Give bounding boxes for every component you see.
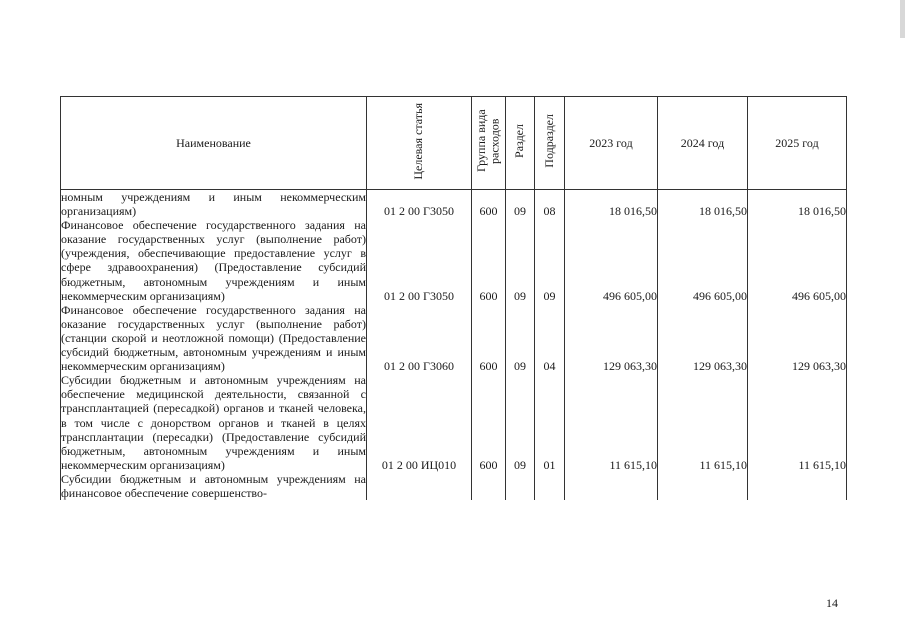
- row-name: Финансовое обеспечение государственного задания на оказание государственных услуг (выполнение работ) (станции скорой и неотложной помощи) (Предоставление субсидий бюджетным, автономным учреждениям и иным некоммерческим организациям): [61, 302, 366, 374]
- scan-edge-mark: [900, 0, 905, 38]
- row-subsection: 01: [535, 373, 565, 472]
- row-value-2025: [748, 472, 847, 500]
- row-expense-group: 600: [472, 190, 506, 219]
- table-header-row: [61, 97, 847, 190]
- row-expense-group: 600: [472, 218, 506, 303]
- header-name: Наименование: [61, 97, 367, 190]
- row-value-2023: 11 615,10: [565, 373, 658, 472]
- row-name: Финансовое обеспечение государственного задания на оказание государственных услуг (выполнение работ) (учреждения, обеспечивающие предоставление услуг в сфере здравоохранения) (Предоставление субсидий бюджетным, автономным учреждениям и иным некоммерческим организациям): [61, 218, 366, 303]
- budget-table: [60, 96, 847, 500]
- table-row: [61, 190, 847, 219]
- table-row: [61, 472, 847, 500]
- row-target-article: 01 2 00 Г3050: [367, 190, 472, 219]
- row-value-2025: 18 016,50: [748, 190, 847, 219]
- row-value-2023: [565, 472, 658, 500]
- row-expense-group: [472, 472, 506, 500]
- row-expense-group: 600: [472, 373, 506, 472]
- header-year-2025: 2025 год: [748, 97, 847, 190]
- row-value-2024: 18 016,50: [658, 190, 748, 219]
- row-section: [506, 472, 535, 500]
- row-subsection: 09: [535, 218, 565, 303]
- table-row: [61, 373, 847, 472]
- row-value-2024: 11 615,10: [658, 373, 748, 472]
- row-value-2025: 496 605,00: [748, 218, 847, 303]
- row-value-2024: 496 605,00: [658, 218, 748, 303]
- row-expense-group: 600: [472, 303, 506, 373]
- row-section: 09: [506, 303, 535, 373]
- page-number: 14: [826, 596, 838, 610]
- row-value-2025: 129 063,30: [748, 303, 847, 373]
- header-section: Раздел: [506, 97, 535, 190]
- header-subsection: Подраздел: [535, 97, 565, 190]
- row-value-2023: 129 063,30: [565, 303, 658, 373]
- row-value-2025: 11 615,10: [748, 373, 847, 472]
- row-target-article: 01 2 00 Г3060: [367, 303, 472, 373]
- table-row: [61, 218, 847, 303]
- row-subsection: [535, 472, 565, 500]
- row-name: Субсидии бюджетным и автономным учреждениям на обеспечение медицинской деятельности, связанной с трансплантацией (пересадкой) органов и тканей человека, в том числе с донорством органов и тканей в целях трансплантации (пересадки) (Предоставление субсидий бюджетным, автономным учреждениям и иным некоммерческим организациям): [61, 373, 366, 472]
- row-target-article: 01 2 00 Г3050: [367, 218, 472, 303]
- row-target-article: [367, 472, 472, 500]
- row-value-2023: 18 016,50: [565, 190, 658, 219]
- row-section: 09: [506, 218, 535, 303]
- row-value-2024: [658, 472, 748, 500]
- row-value-2024: 129 063,30: [658, 303, 748, 373]
- row-subsection: 04: [535, 303, 565, 373]
- row-target-article: 01 2 00 ИЦ010: [367, 373, 472, 472]
- row-section: 09: [506, 190, 535, 219]
- table-row: [61, 303, 847, 373]
- row-section: 09: [506, 373, 535, 472]
- row-value-2023: 496 605,00: [565, 218, 658, 303]
- header-year-2023: 2023 год: [565, 97, 658, 190]
- row-name: номным учреждениям и иным некоммерческим организациям): [61, 190, 366, 219]
- header-year-2024: 2024 год: [658, 97, 748, 190]
- row-subsection: 08: [535, 190, 565, 219]
- header-target-article: Целевая статья: [367, 97, 472, 190]
- header-expense-group: Группа вида расходов: [472, 97, 506, 190]
- row-name: Субсидии бюджетным и автономным учреждениям на финансовое обеспечение совершенство-: [61, 471, 366, 500]
